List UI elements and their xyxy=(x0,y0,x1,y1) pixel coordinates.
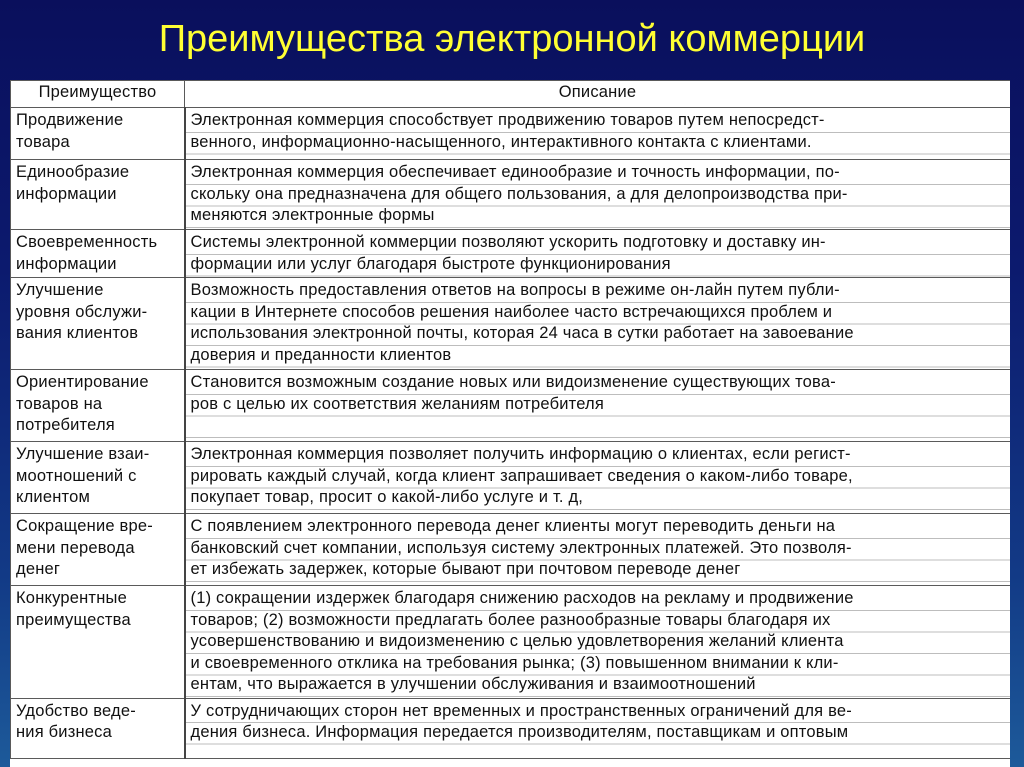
description-line: Электронная коммерция способствует продвижению товаров путем непосредст- xyxy=(190,111,825,129)
description-line: рировать каждый случай, когда клиент запрашивает сведения о каком-либо товаре, xyxy=(190,466,853,485)
table-row xyxy=(11,370,1011,442)
advantage-line: уровня обслужи- xyxy=(16,302,148,321)
description-line: использования электронной почты, которая 24 часа в сутки работает на завоевание xyxy=(190,324,854,342)
description-line: Системы электронной коммерции позволяют ускорить подготовку и доставку ин- xyxy=(190,233,826,251)
advantage-line: клиентом xyxy=(16,488,91,506)
description-cell xyxy=(185,698,1011,758)
advantage-line: ния бизнеса xyxy=(16,723,112,741)
description-line: ров с целью их соответствия желаниям потребителя xyxy=(190,394,605,413)
advantage-cell xyxy=(11,278,185,370)
description-line: С появлением электронного перевода денег клиенты могут переводить деньги на xyxy=(190,517,836,535)
description-cell xyxy=(185,230,1011,278)
header-advantage: Преимущество xyxy=(11,81,185,108)
description-line: меняются электронные формы xyxy=(190,206,435,224)
advantage-line: потребителя xyxy=(16,416,115,434)
description-cell xyxy=(185,586,1011,699)
advantage-cell xyxy=(11,698,185,758)
advantage-line: преимущества xyxy=(16,610,131,629)
description-line: Электронная коммерция обеспечивает единообразие и точность информации, по- xyxy=(190,163,840,181)
advantage-cell xyxy=(11,108,185,160)
advantage-cell xyxy=(11,230,185,278)
slide-title: Преимущества электронной коммерции xyxy=(158,18,866,60)
advantage-line: Удобство веде- xyxy=(16,701,136,720)
table-row xyxy=(11,278,1011,370)
description-line: кации в Интернете способов решения наиболее часто встречающихся проблем и xyxy=(190,302,833,321)
advantage-line: товаров на xyxy=(16,394,103,413)
description-line: Становится возможным создание новых или видоизменение существующих това- xyxy=(190,373,836,391)
advantage-line: вания клиентов xyxy=(16,324,139,342)
table-row xyxy=(11,514,1011,586)
description-line: венного, информационно-насыщенного, интерактивного контакта с клиентами. xyxy=(190,132,812,151)
table-row xyxy=(11,698,1011,758)
description-cell xyxy=(185,442,1011,514)
description-line: (1) сокращении издержек благодаря снижению расходов на рекламу и продвижение xyxy=(190,589,854,607)
description-line: банковский счет компании, используя систему электронных платежей. Это позволя- xyxy=(190,538,852,557)
description-cell xyxy=(185,278,1011,370)
description-line: дения бизнеса. Информация передается производителям, поставщикам и оптовым xyxy=(190,723,849,741)
advantage-line: Конкурентные xyxy=(16,589,127,607)
description-cell xyxy=(185,514,1011,586)
advantage-line: Улучшение xyxy=(16,281,104,299)
advantage-line: моотношений с xyxy=(16,466,137,485)
description-line: покупает товар, просит о какой-либо услуге и т. д, xyxy=(190,488,584,506)
advantage-cell xyxy=(11,586,185,699)
advantage-line: информации xyxy=(16,184,117,203)
description-line: товаров; (2) возможности предлагать более разнообразные товары благодаря их xyxy=(190,610,831,629)
advantage-line: денег xyxy=(16,560,61,578)
header-description: Описание xyxy=(185,81,1011,108)
table-row xyxy=(11,108,1011,160)
advantage-cell xyxy=(11,370,185,442)
advantage-line: информации xyxy=(16,254,117,273)
table-header-row xyxy=(11,81,1011,108)
description-cell xyxy=(185,160,1011,230)
advantage-line: Продвижение xyxy=(16,111,124,129)
table-body xyxy=(11,108,1011,759)
advantage-line: Ориентирование xyxy=(16,373,149,391)
table-row xyxy=(11,442,1011,514)
advantage-line: Улучшение взаи- xyxy=(16,445,150,463)
description-cell xyxy=(185,370,1011,442)
description-line: ентам, что выражается в улучшении обслуживания и взаимоотношений xyxy=(190,675,756,693)
advantage-line: мени перевода xyxy=(16,538,135,557)
description-line: и своевременного отклика на требования рынка; (3) повышенном внимании к кли- xyxy=(190,653,839,672)
table-row xyxy=(11,586,1011,699)
advantage-cell xyxy=(11,442,185,514)
advantage-cell xyxy=(11,514,185,586)
table-row xyxy=(11,160,1011,230)
advantages-table xyxy=(10,80,1010,759)
advantage-line: Сокращение вре- xyxy=(16,517,153,535)
description-line: доверия и преданности клиентов xyxy=(190,345,452,364)
advantage-line: товара xyxy=(16,132,70,151)
table-row xyxy=(11,230,1011,278)
advantage-line: Своевременность xyxy=(16,233,158,251)
advantages-table-container xyxy=(10,80,1010,767)
description-line: формации или услуг благодаря быстроте функционирования xyxy=(190,254,671,273)
description-line: ет избежать задержек, которые бывают при почтовом переводе денег xyxy=(190,560,741,578)
description-line: Возможность предоставления ответов на вопросы в режиме он-лайн путем публи- xyxy=(190,281,840,299)
advantage-cell xyxy=(11,160,185,230)
description-cell xyxy=(185,108,1011,160)
description-line: Электронная коммерция позволяет получить информацию о клиентах, если регист- xyxy=(190,445,851,463)
description-line: усовершенствованию и видоизменению с целью удовлетворения желаний клиента xyxy=(190,632,844,650)
description-line: У сотрудничающих сторон нет временных и пространственных ограничений для ве- xyxy=(190,701,852,720)
description-line: скольку она предназначена для общего пользования, а для делопроизводства при- xyxy=(190,184,848,203)
advantage-line: Единообразие xyxy=(16,163,130,181)
